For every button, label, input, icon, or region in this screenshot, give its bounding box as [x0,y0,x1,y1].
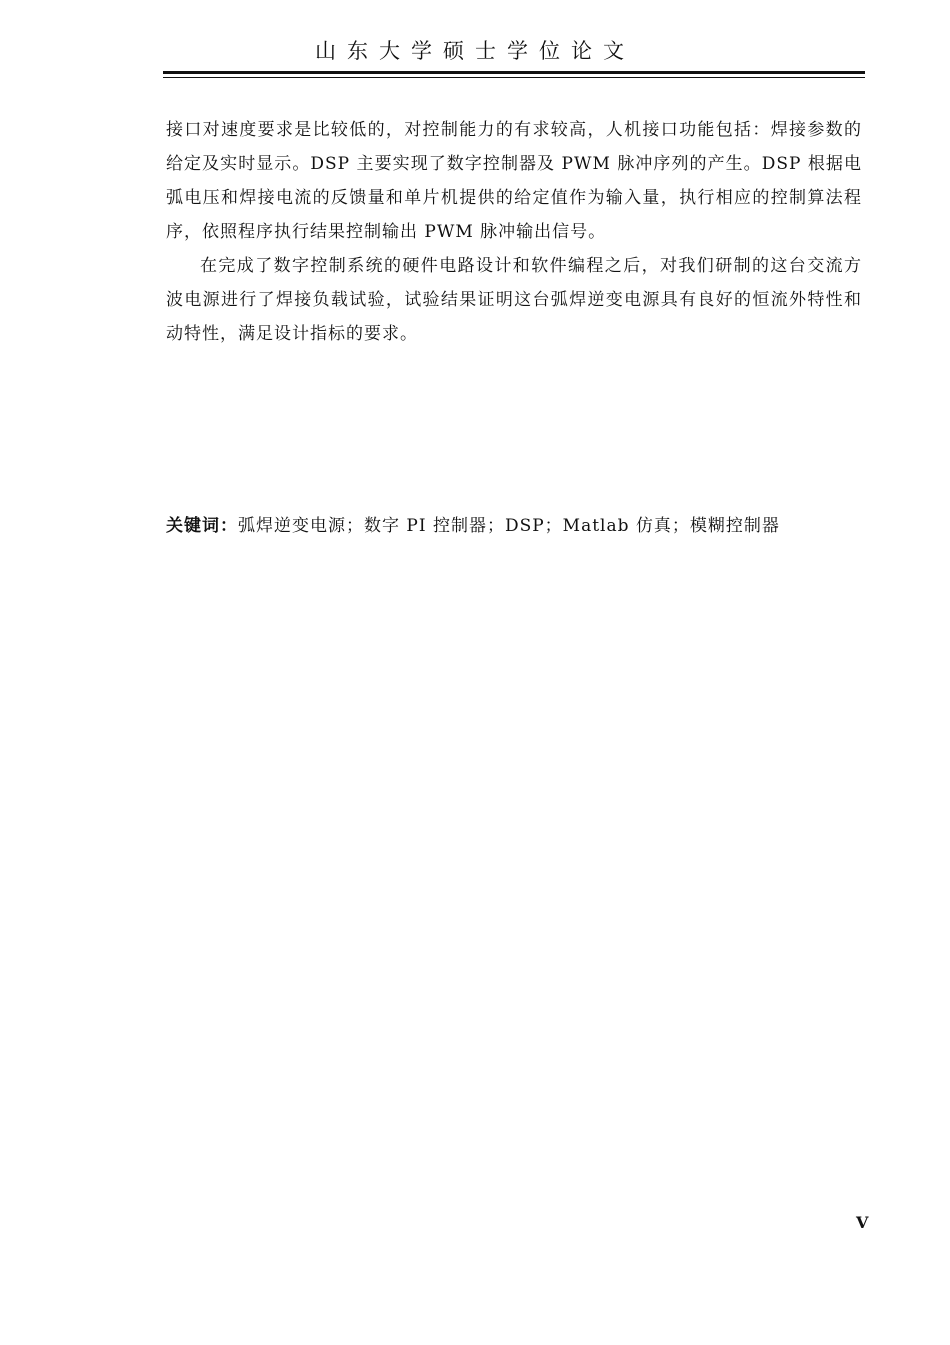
header-title: 山东大学硕士学位论文 [315,39,635,63]
keywords-label: 关键词： [166,516,238,536]
page-number: V [856,1213,869,1232]
header-rule-thin [163,77,865,78]
abstract-paragraph-1: 接口对速度要求是比较低的，对控制能力的有求较高，人机接口功能包括：焊接参数的给定及实时显示。DSP 主要实现了数字控制器及 PWM 脉冲序列的产生。DSP 根据电弧电压和焊接电流的反馈量和单片机提供的给定值作为输入量，执行相应的控制算法程序，依照程序执行结果控制输出 PWM 脉冲输出信号。 [166,120,862,242]
keywords-line [166,509,862,543]
abstract-paragraph-2: 在完成了数字控制系统的硬件电路设计和软件编程之后，对我们研制的这台交流方波电源进行了焊接负载试验，试验结果证明这台弧焊逆变电源具有良好的恒流外特性和动特性，满足设计指标的要求。 [166,256,862,344]
abstract-body [166,113,862,351]
keywords-text: 弧焊逆变电源；数字 PI 控制器；DSP；Matlab 仿真；模糊控制器 [238,516,780,536]
header-rule-thick [163,71,865,74]
